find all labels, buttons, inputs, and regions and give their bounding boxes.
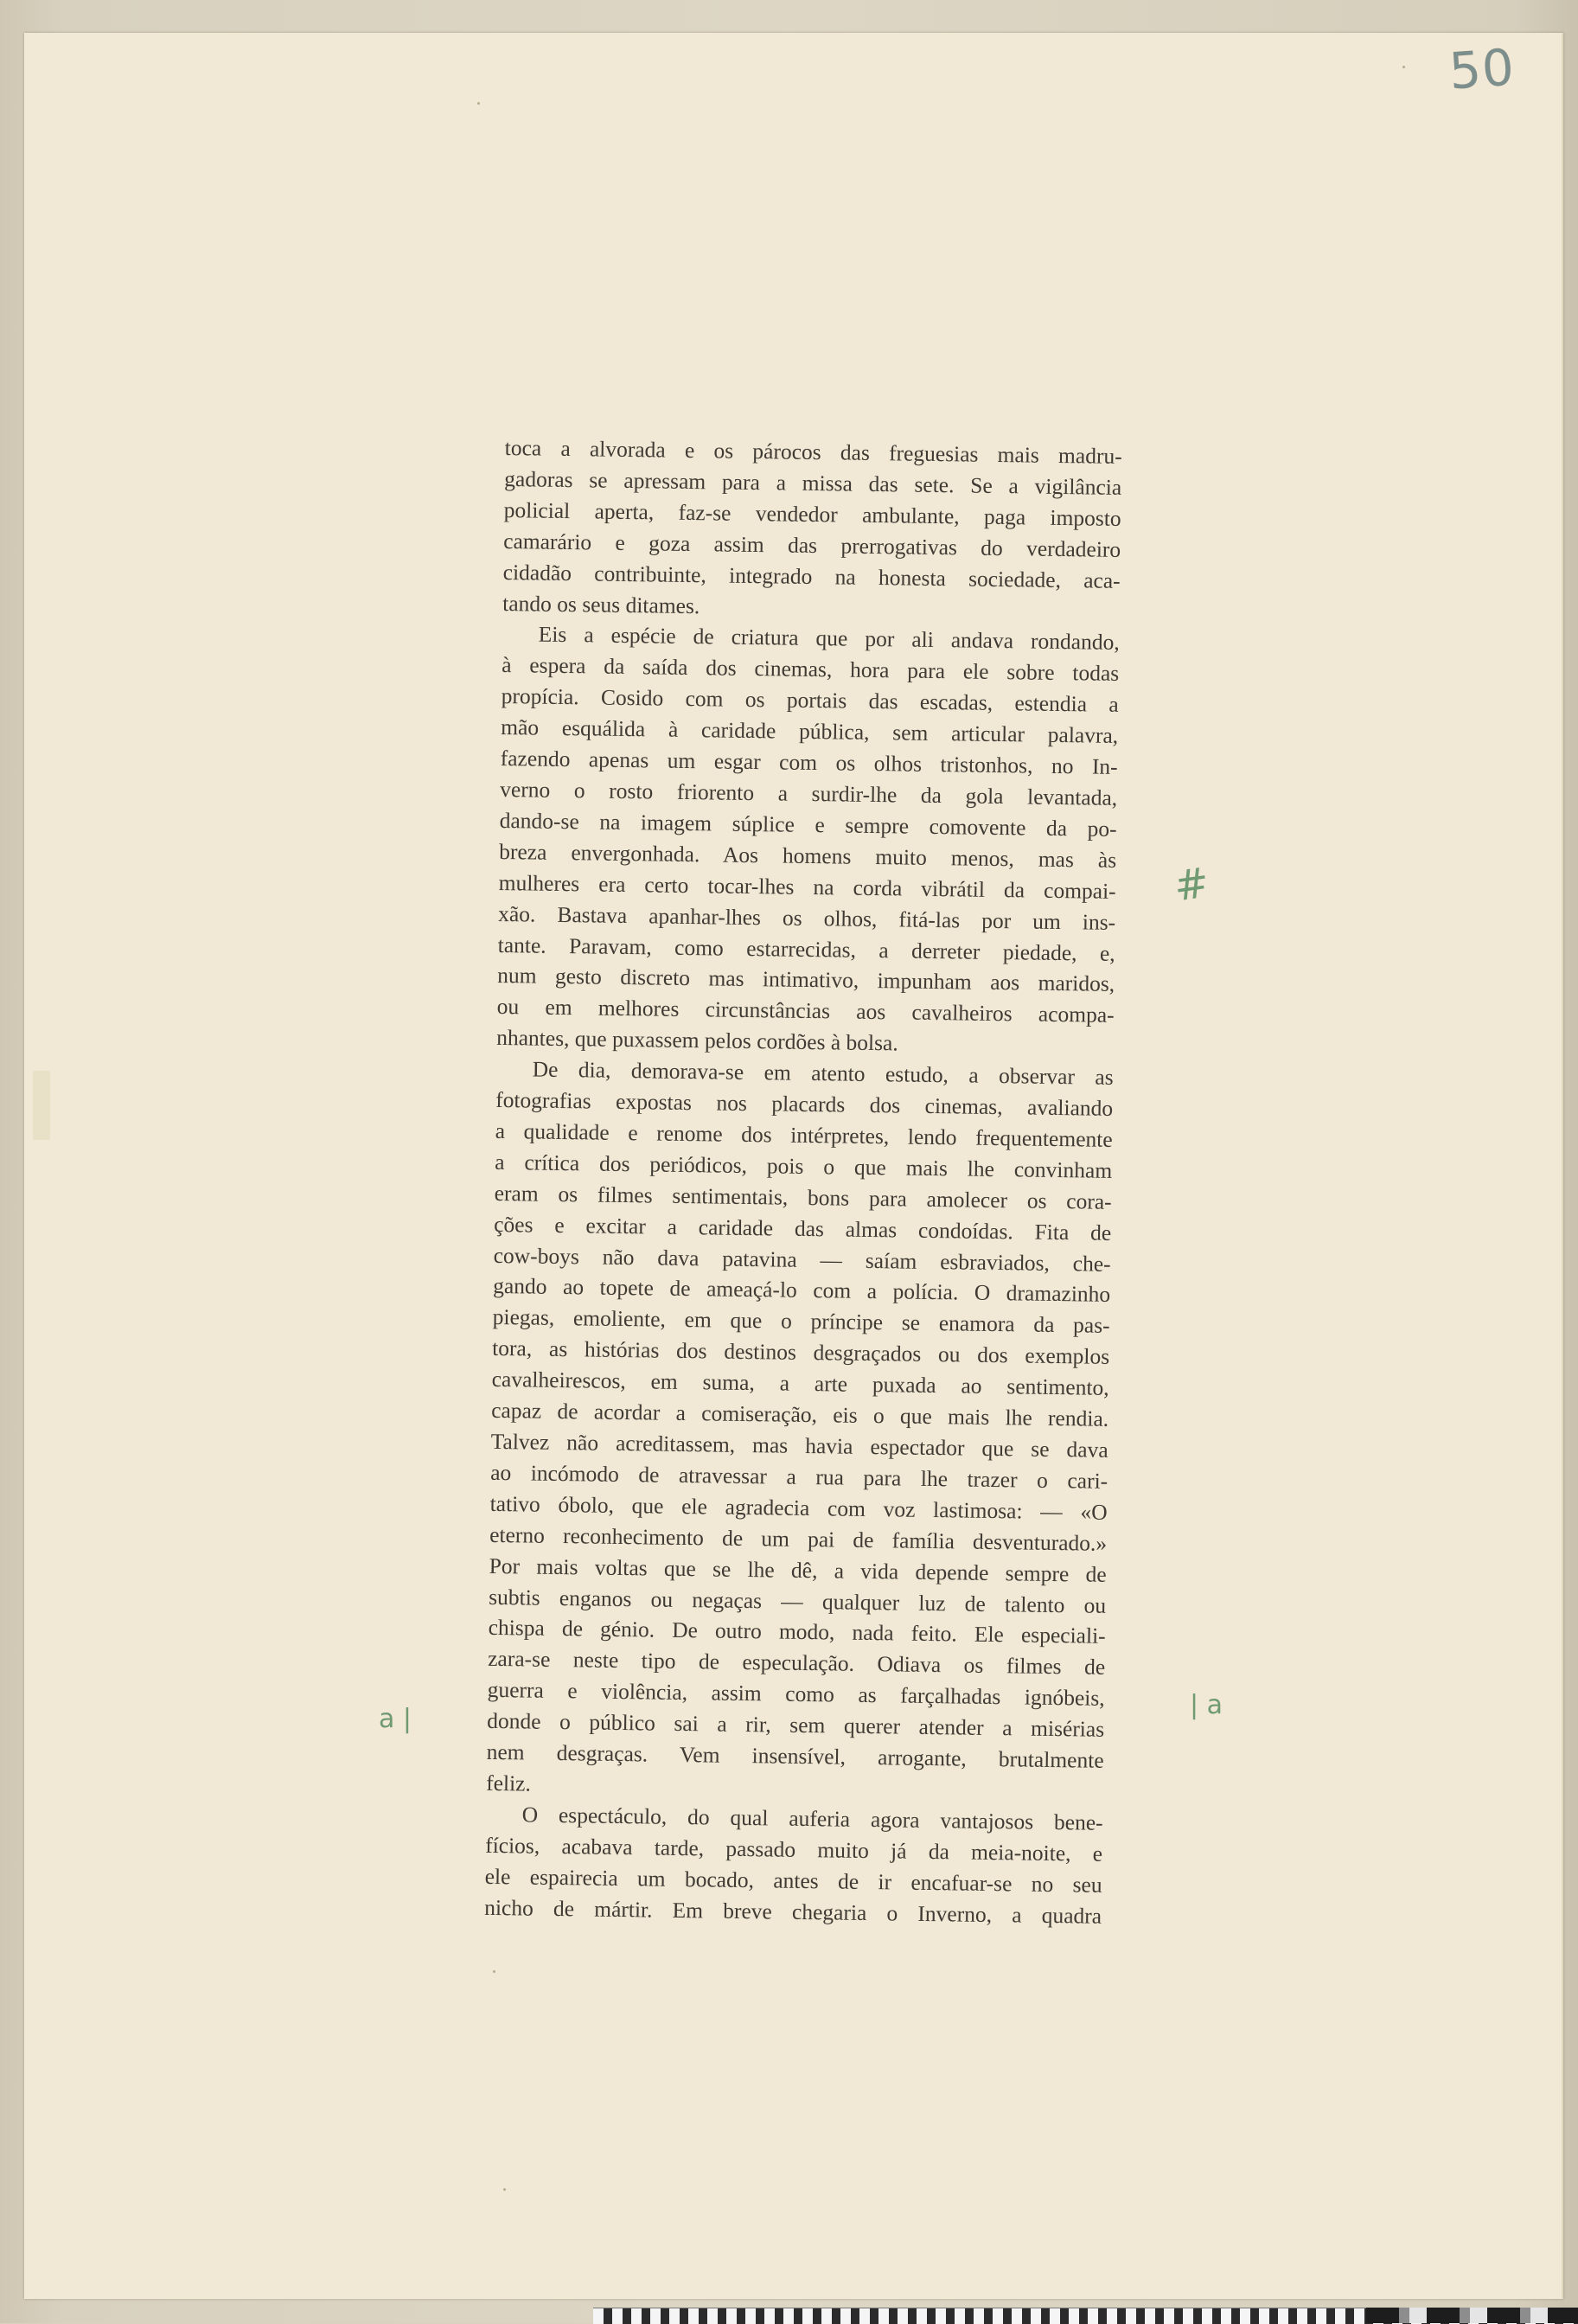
text-line: cow-boys não dava patavina — saíam esbraviados, che- — [493, 1242, 1111, 1277]
text-line: tando os seus ditames. — [502, 590, 700, 618]
body-text — [484, 432, 1122, 1931]
text-line: a crítica dos periódicos, pois o que mais lhe convinham — [495, 1149, 1113, 1183]
text-line: tante. Paravam, como estarrecidas, a derreter piedade, e, — [497, 932, 1115, 966]
text-line: feliz. — [485, 1770, 532, 1796]
text-line: à espera da saída dos cinemas, hora para ele sobre todas — [502, 652, 1120, 687]
paper-edge-tear — [33, 1071, 50, 1140]
text-line: piegas, emoliente, em que o príncipe se enamora da pas- — [492, 1304, 1110, 1339]
text-line: cavalheirescos, em suma, a arte puxada ao sentimento, — [491, 1367, 1109, 1401]
paper-speck — [503, 2188, 506, 2191]
text-line: mão esquálida à caridade pública, sem articular palavra, — [501, 714, 1119, 749]
text-line: ao incómodo de atravessar a rua para lhe trazer o cari- — [490, 1459, 1108, 1494]
paper-speck — [1402, 66, 1405, 68]
text-line: tora, as histórias dos destinos desgraçados ou dos exemplos — [492, 1335, 1110, 1370]
text-line: donde o público sai a rir, sem querer atender a misérias — [486, 1708, 1105, 1742]
text-line: guerra e violência, assim como as farçalhadas ignóbeis, — [487, 1677, 1105, 1712]
paper-speck — [477, 102, 480, 105]
text-line: nem desgraças. Vem insensível, arrogante, brutalmente — [486, 1738, 1104, 1773]
scan-ruler-end — [1366, 2308, 1578, 2323]
text-line: camarário e goza assim das prerrogativas do verdadeiro — [503, 528, 1121, 562]
text-line: cidadão contribuinte, integrado na honesta sociedade, aca- — [502, 559, 1121, 593]
text-line: eterno reconhecimento de um pai de família desventurado.» — [489, 1521, 1108, 1556]
text-line: fícios, acabava tarde, passado muito já da meia-noite, e — [484, 1832, 1103, 1866]
text-line: eram os filmes sentimentais, bons para amolecer os cora- — [494, 1180, 1112, 1214]
text-line: nhantes, que puxassem pelos cordões à bolsa. — [496, 1025, 898, 1056]
text-line: subtis enganos ou negaças — qualquer luz de talento ou — [489, 1584, 1107, 1618]
paragraph-start-line: O espectáculo, do qual auferia agora vantajosos bene- — [521, 1802, 1103, 1835]
text-line: gando ao topete de ameaçá-lo com a polícia. O dramazinho — [493, 1273, 1111, 1308]
paper-speck — [493, 1970, 495, 1973]
margin-note-left: a | — [379, 1704, 412, 1734]
text-line: dando-se na imagem súplice e sempre comovente da po- — [499, 807, 1117, 842]
text-line: mulheres era certo tocar-lhes na corda vibrátil da compai- — [498, 869, 1116, 904]
text-line: fazendo apenas um esgar com os olhos tristonhos, no In- — [500, 746, 1118, 779]
page-number: 50 — [1447, 37, 1517, 101]
paragraph-start-line: Eis a espécie de criatura que por ali andava rondando, — [538, 622, 1120, 656]
margin-note-right: | a — [1190, 1690, 1223, 1720]
margin-hash-mark: # — [1171, 858, 1212, 912]
text-line: toca a alvorada e os párocos das freguesias mais madru- — [504, 434, 1122, 469]
text-line: breza envergonhada. Aos homens muito menos, mas às — [499, 838, 1117, 873]
text-line: ou em melhores circunstâncias aos cavalheiros acompa- — [496, 994, 1115, 1028]
text-line: a qualidade e renome dos intérpretes, lendo frequentemente — [495, 1117, 1113, 1152]
text-line: fotografias expostas nos placards dos cinemas, avaliando — [495, 1086, 1114, 1121]
text-line: propícia. Cosido com os portais das escadas, estendia a — [501, 683, 1119, 718]
text-line: zara-se neste tipo de especulação. Odiava os filmes de — [488, 1646, 1106, 1681]
text-line: Por mais voltas que se lhe dê, a vida depende sempre de — [489, 1553, 1107, 1587]
text-line: Talvez não acreditassem, mas havia espectador que se dava — [490, 1428, 1108, 1463]
text-line: xão. Bastava apanhar-lhes os olhos, fitá-las por um ins- — [498, 900, 1116, 935]
text-line: nicho de mártir. Em breve chegaria o Inverno, a quadra — [483, 1894, 1102, 1929]
text-line: num gesto discreto mas intimativo, impunham aos maridos, — [497, 963, 1115, 997]
text-line: gadoras se apressam para a missa das sete. Se a vigilância — [504, 465, 1122, 500]
paragraph-start-line: De dia, demorava-se em atento estudo, a observar as — [532, 1056, 1114, 1091]
text-line: ções e excitar a caridade das almas condoídas. Fita de — [494, 1211, 1112, 1245]
text-line: ele espairecia um bocado, antes de ir encafuar-se no seu — [484, 1863, 1102, 1898]
text-line: capaz de acordar a comiseração, eis o que mais lhe rendia. — [491, 1397, 1109, 1431]
text-line: policial aperta, faz-se vendedor ambulante, paga imposto — [503, 496, 1121, 531]
text-line: chispa de génio. De outro modo, nada feito. Ele especiali- — [488, 1615, 1106, 1649]
text-line: verno o rosto friorento a surdir-lhe da gola levantada, — [500, 776, 1118, 810]
text-line: tativo óbolo, que ele agradecia com voz lastimosa: — «O — [489, 1490, 1108, 1525]
